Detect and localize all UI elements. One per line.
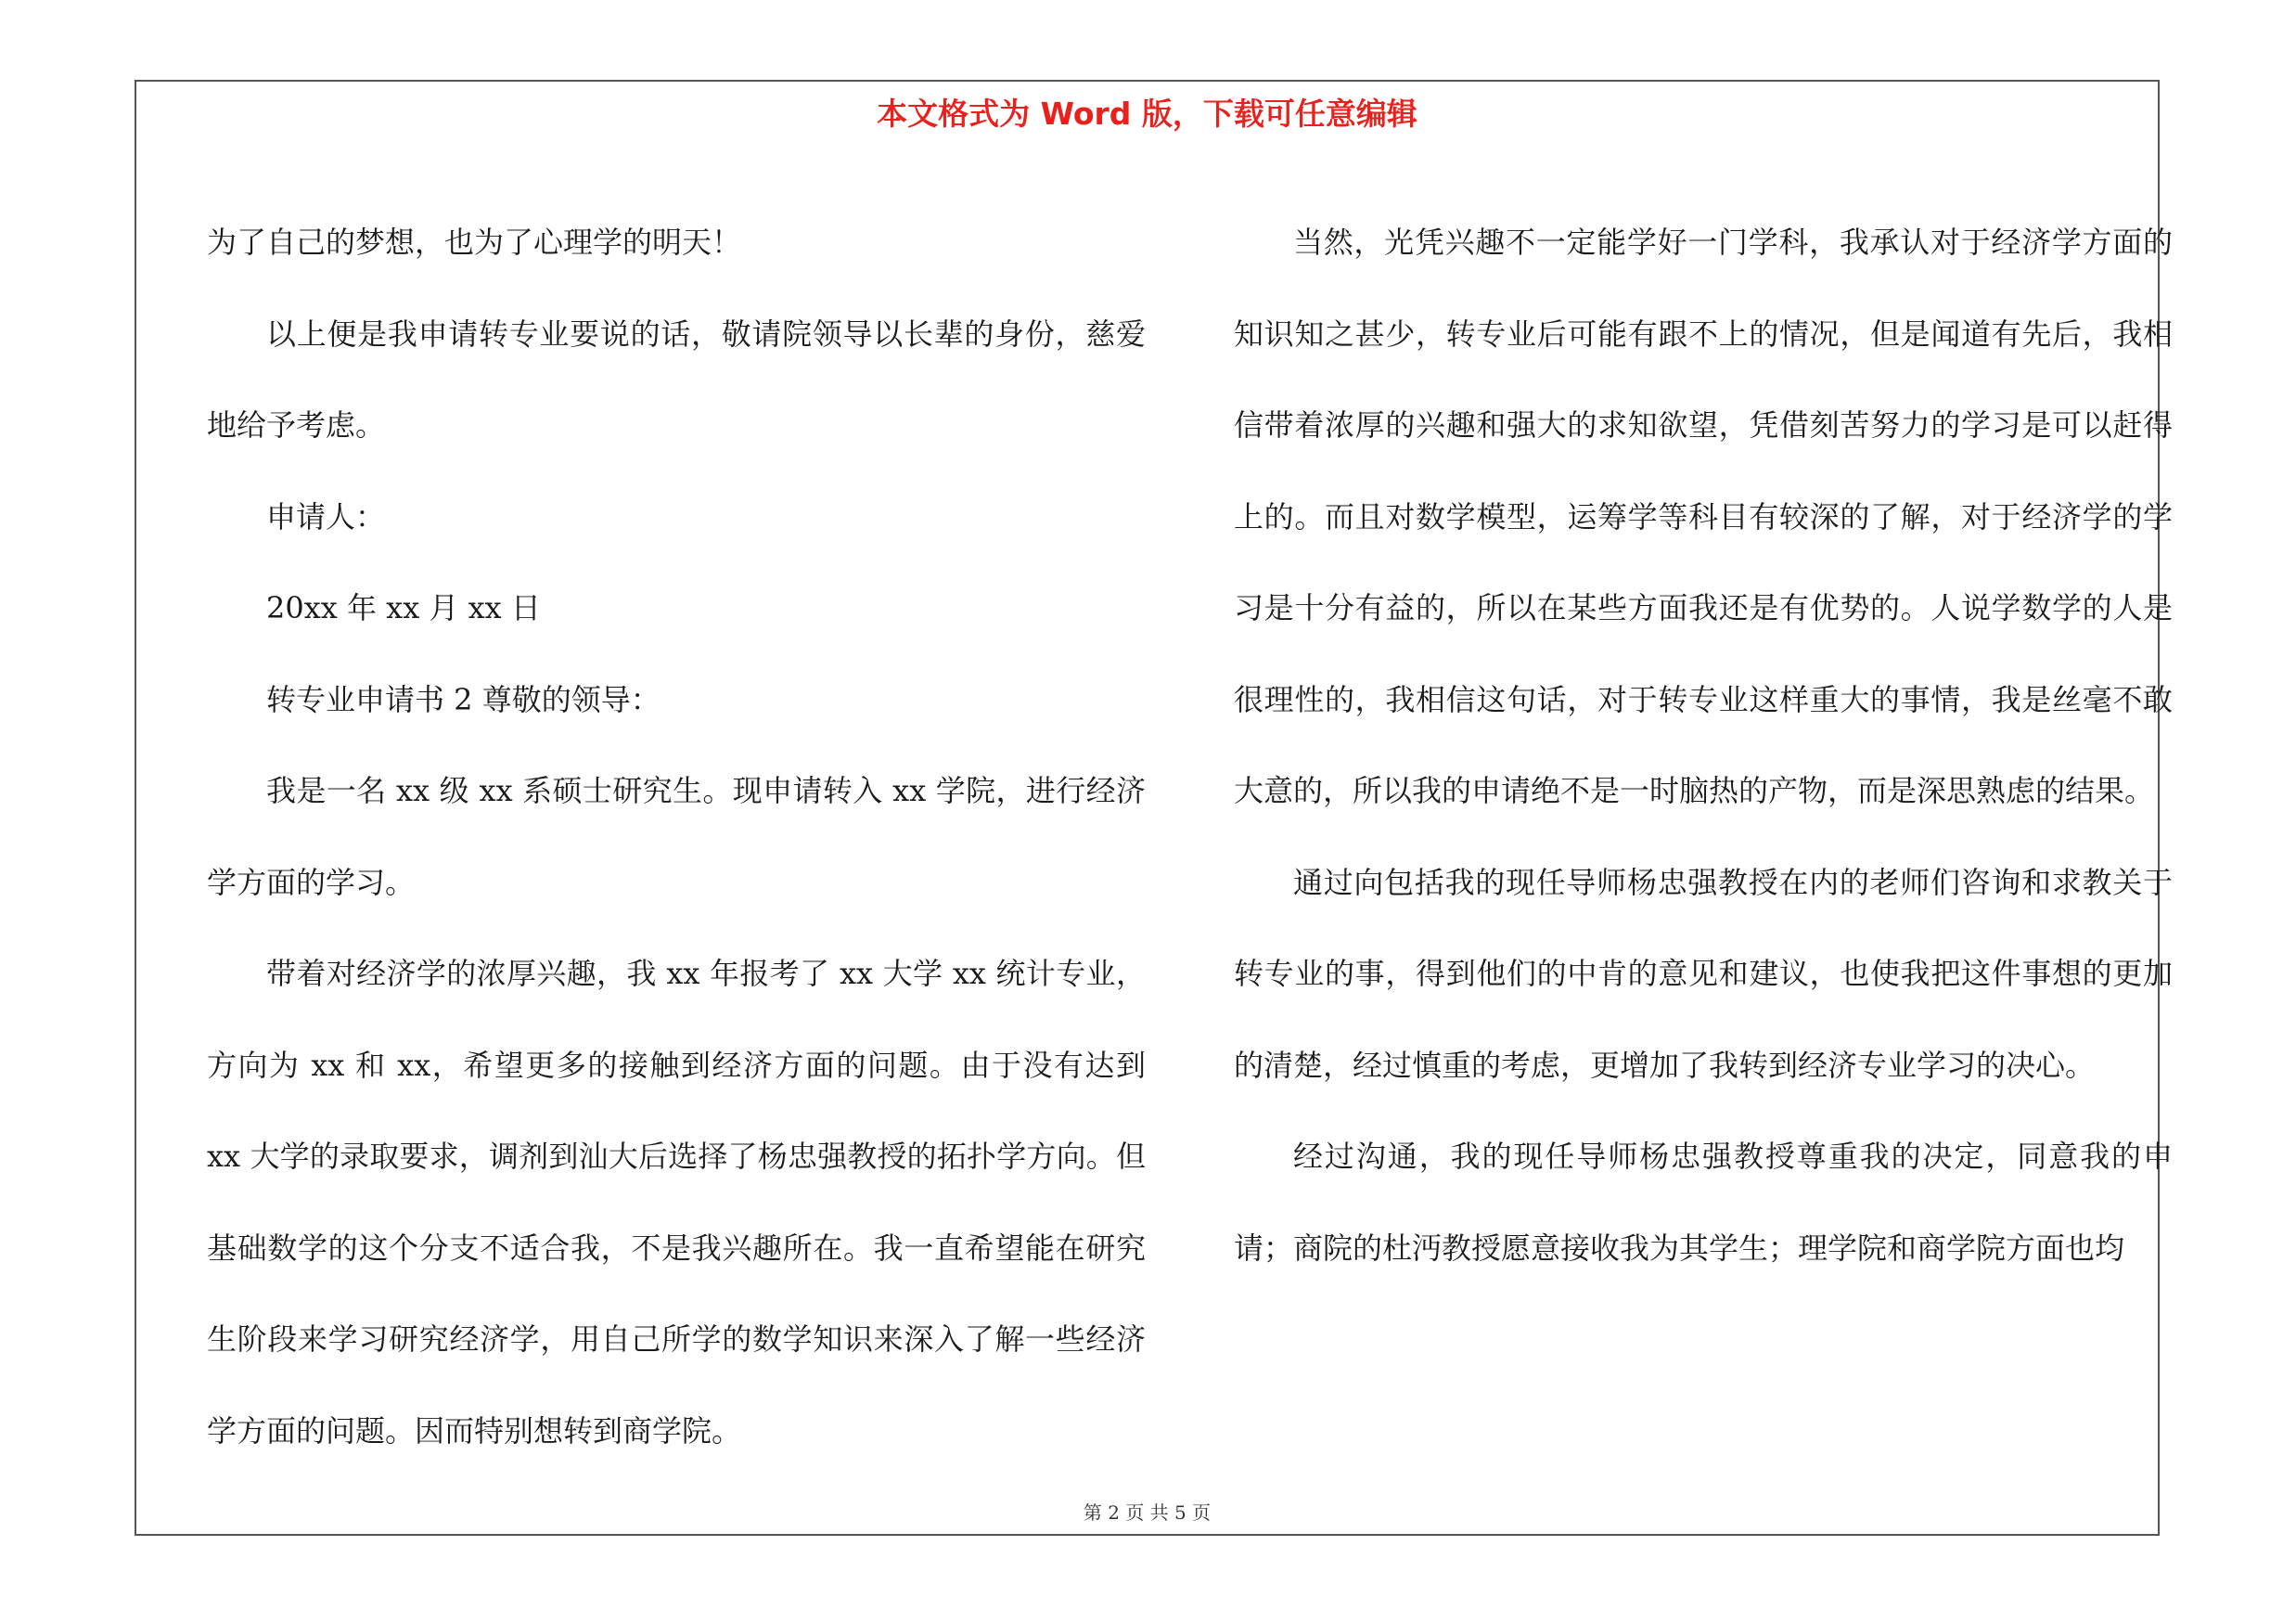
left-column: [207, 197, 1146, 1476]
paragraph: 以上便是我申请转专业要说的话，敬请院领导以长辈的身份，慈爱地给予考虑。: [207, 316, 1146, 443]
paragraph: 经过沟通，我的现任导师杨忠强教授尊重我的决定，同意我的申请；商院的杜沔教授愿意接收我为其学生；理学院和商学院方面也均: [1234, 1139, 2173, 1266]
header-banner: 本文格式为 Word 版，下载可任意编辑: [877, 96, 1417, 132]
page-number: 第 2 页 共 5 页: [1083, 1501, 1212, 1524]
paragraph: 通过向包括我的现任导师杨忠强教授在内的老师们咨询和求教关于转专业的事，得到他们的中肯的意见和建议，也使我把这件事想的更加的清楚，经过慎重的考虑，更增加了我转到经济专业学习的决心。: [1234, 864, 2173, 1083]
page-frame: [135, 80, 2173, 1536]
paragraph: 带着对经济学的浓厚兴趣，我 xx 年报考了 xx 大学 xx 统计专业，方向为 xx 和 xx，希望更多的接触到经济方面的问题。由于没有达到 xx 大学的录取要求，调剂到汕大后选择了杨忠强教授的拓扑学方向。但基础数学的这个分支不适合我，不是我兴趣所在。我一直希望能在研究生阶段来学习研究经济学，用自己所学的数学知识来深入了解一些经济学方面的问题。因而特别想转到商学院。: [207, 956, 1146, 1449]
paragraph: 为了自己的梦想，也为了心理学的明天！: [207, 225, 742, 260]
right-column: [1234, 197, 2173, 1294]
paragraph: 当然，光凭兴趣不一定能学好一门学科，我承认对于经济学方面的知识知之甚少，转专业后可能有跟不上的情况，但是闻道有先后，我相信带着浓厚的兴趣和强大的求知欲望，凭借刻苦努力的学习是可以赶得上的。而且对数学模型，运筹学等科目有较深的了解，对于经济学的学习是十分有益的，所以在某些方面我还是有优势的。人说学数学的人是很理性的，我相信这句话，对于转专业这样重大的事情，我是丝毫不敢大意的，所以我的申请绝不是一时脑热的产物，而是深思熟虑的结果。: [1234, 225, 2173, 808]
paragraph: 我是一名 xx 级 xx 系硕士研究生。现申请转入 xx 学院，进行经济学方面的学习。: [207, 773, 1146, 900]
section-heading: 转专业申请书 2 尊敬的领导：: [266, 681, 661, 717]
applicant-label: 申请人：: [266, 498, 386, 535]
date-line: 20xx 年 xx 月 xx 日: [266, 590, 541, 625]
